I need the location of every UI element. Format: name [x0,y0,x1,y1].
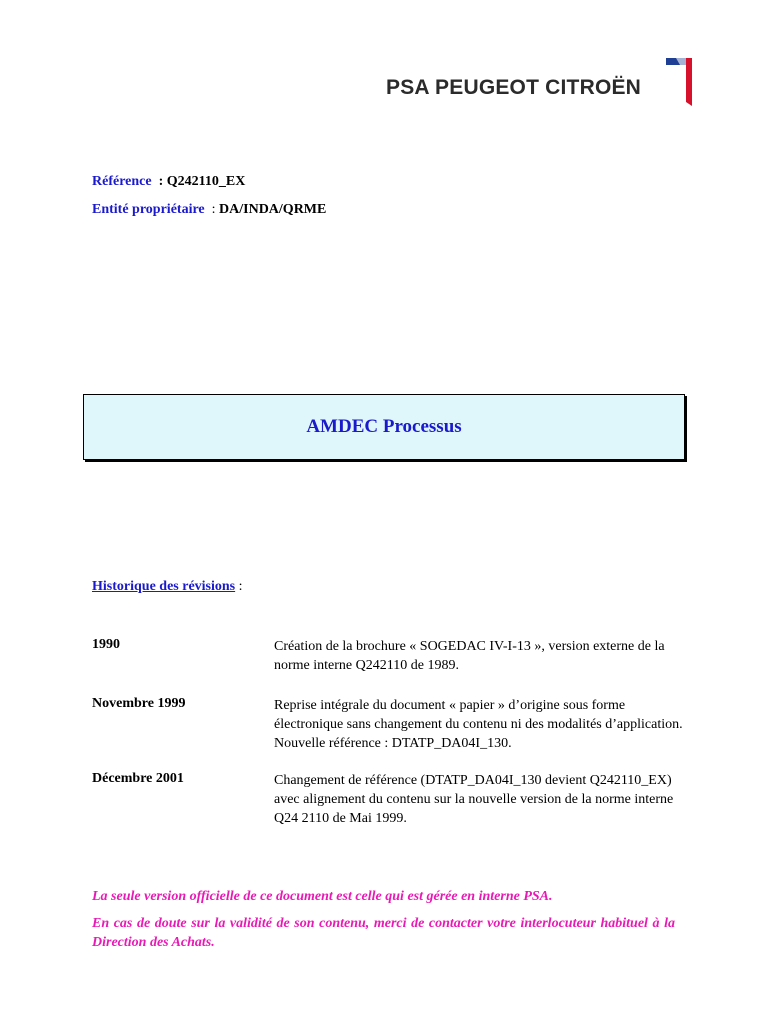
revision-date: Décembre 2001 [92,771,184,786]
logo-flag-icon [666,58,692,106]
reference-line: Référence : Q242110_EX [92,174,246,189]
owner-value: DA/INDA/QRME [219,202,327,217]
revision-text: Création de la brochure « SOGEDAC IV-I-13 », version externe de la norme interne Q242110 de 1989. [274,639,665,673]
document-title-box [83,394,685,460]
revision-text: Reprise intégrale du document « papier » d’origine sous forme électronique sans changement du contenu ni des modalités d’application. Nouvelle référence : DTATP_DA04I_130. [274,698,683,751]
psa-logo [386,58,692,106]
contact-notice: En cas de doute sur la validité de son contenu, merci de contacter votre interlocuteur habituel à la Direction des Achats. [92,916,675,950]
history-heading: Historique des révisions [92,579,236,594]
history-heading-line: Historique des révisions : [92,579,243,594]
owner-label: Entité propriétaire [92,202,205,217]
revision-text: Changement de référence (DTATP_DA04I_130 devient Q242110_EX) avec alignement du contenu sur la nouvelle version de la norme interne Q24 2110 de Mai 1999. [274,773,674,826]
revision-date: Novembre 1999 [92,696,186,711]
owner-line: Entité propriétaire : DA/INDA/QRME [92,202,327,217]
revision-date: 1990 [92,637,120,652]
logo-text: PSA PEUGEOT CITROËN [386,76,642,99]
document-title: AMDEC Processus [306,416,462,437]
reference-label: Référence [92,174,152,189]
official-version-notice: La seule version officielle de ce document est celle qui est gérée en interne PSA. [92,889,553,904]
reference-value: Q242110_EX [166,174,246,189]
